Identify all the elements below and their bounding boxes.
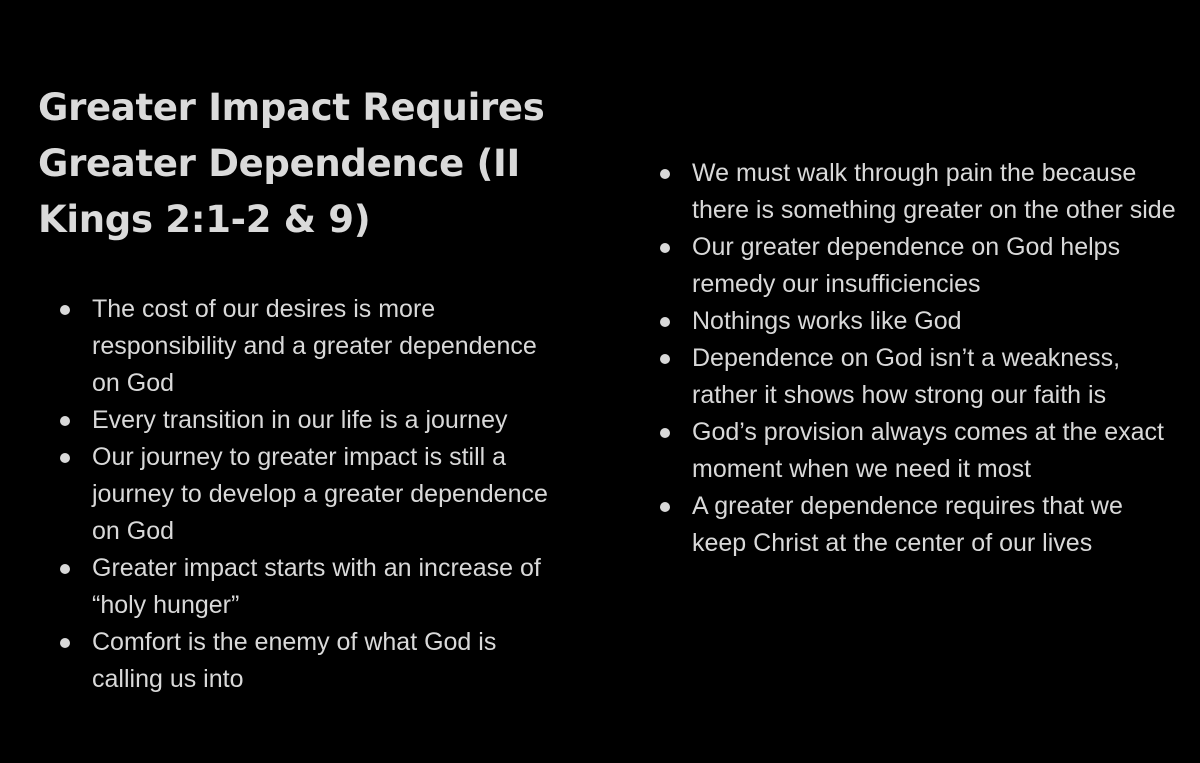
bullet-text: Greater impact starts with an increase of “holy hunger” <box>92 554 541 619</box>
bullet-dot-icon <box>60 638 70 648</box>
bullet-dot-icon <box>60 453 70 463</box>
bullet-dot-icon <box>660 317 670 327</box>
bullet-text: A greater dependence requires that we keep Christ at the center of our lives <box>692 492 1123 557</box>
bullet-text: We must walk through pain the because there is something greater on the other side <box>692 159 1176 224</box>
left-bullet-list <box>38 291 568 698</box>
bullet-dot-icon <box>60 305 70 315</box>
bullet-item <box>38 439 568 550</box>
bullet-dot-icon <box>660 428 670 438</box>
bullet-text: Our greater dependence on God helps remedy our insufficiencies <box>692 233 1121 298</box>
bullet-dot-icon <box>660 243 670 253</box>
bullet-item <box>638 488 1178 562</box>
bullet-text: Our journey to greater impact is still a journey to develop a greater dependence on God <box>92 443 548 545</box>
bullet-text: God’s provision always comes at the exact moment when we need it most <box>692 418 1164 483</box>
bullet-dot-icon <box>60 416 70 426</box>
bullet-item <box>38 402 568 439</box>
bullet-item <box>638 155 1178 229</box>
bullet-item <box>638 340 1178 414</box>
bullet-item <box>38 624 568 698</box>
right-bullet-list <box>638 155 1178 562</box>
bullet-text: Comfort is the enemy of what God is calling us into <box>92 628 497 693</box>
bullet-item <box>638 414 1178 488</box>
bullet-text: Nothings works like God <box>692 307 962 335</box>
bullet-dot-icon <box>60 564 70 574</box>
bullet-dot-icon <box>660 169 670 179</box>
bullet-dot-icon <box>660 354 670 364</box>
bullet-text: Every transition in our life is a journey <box>92 406 508 434</box>
bullet-item <box>38 291 568 402</box>
bullet-text: The cost of our desires is more responsibility and a greater dependence on God <box>92 295 537 397</box>
bullet-item <box>638 303 1178 340</box>
bullet-item <box>638 229 1178 303</box>
bullet-text: Dependence on God isn’t a weakness, rather it shows how strong our faith is <box>692 344 1121 409</box>
slide-title: Greater Impact Requires Greater Dependence (II Kings 2:1-2 & 9) <box>38 86 545 241</box>
bullet-dot-icon <box>660 502 670 512</box>
bullet-item <box>38 550 568 624</box>
